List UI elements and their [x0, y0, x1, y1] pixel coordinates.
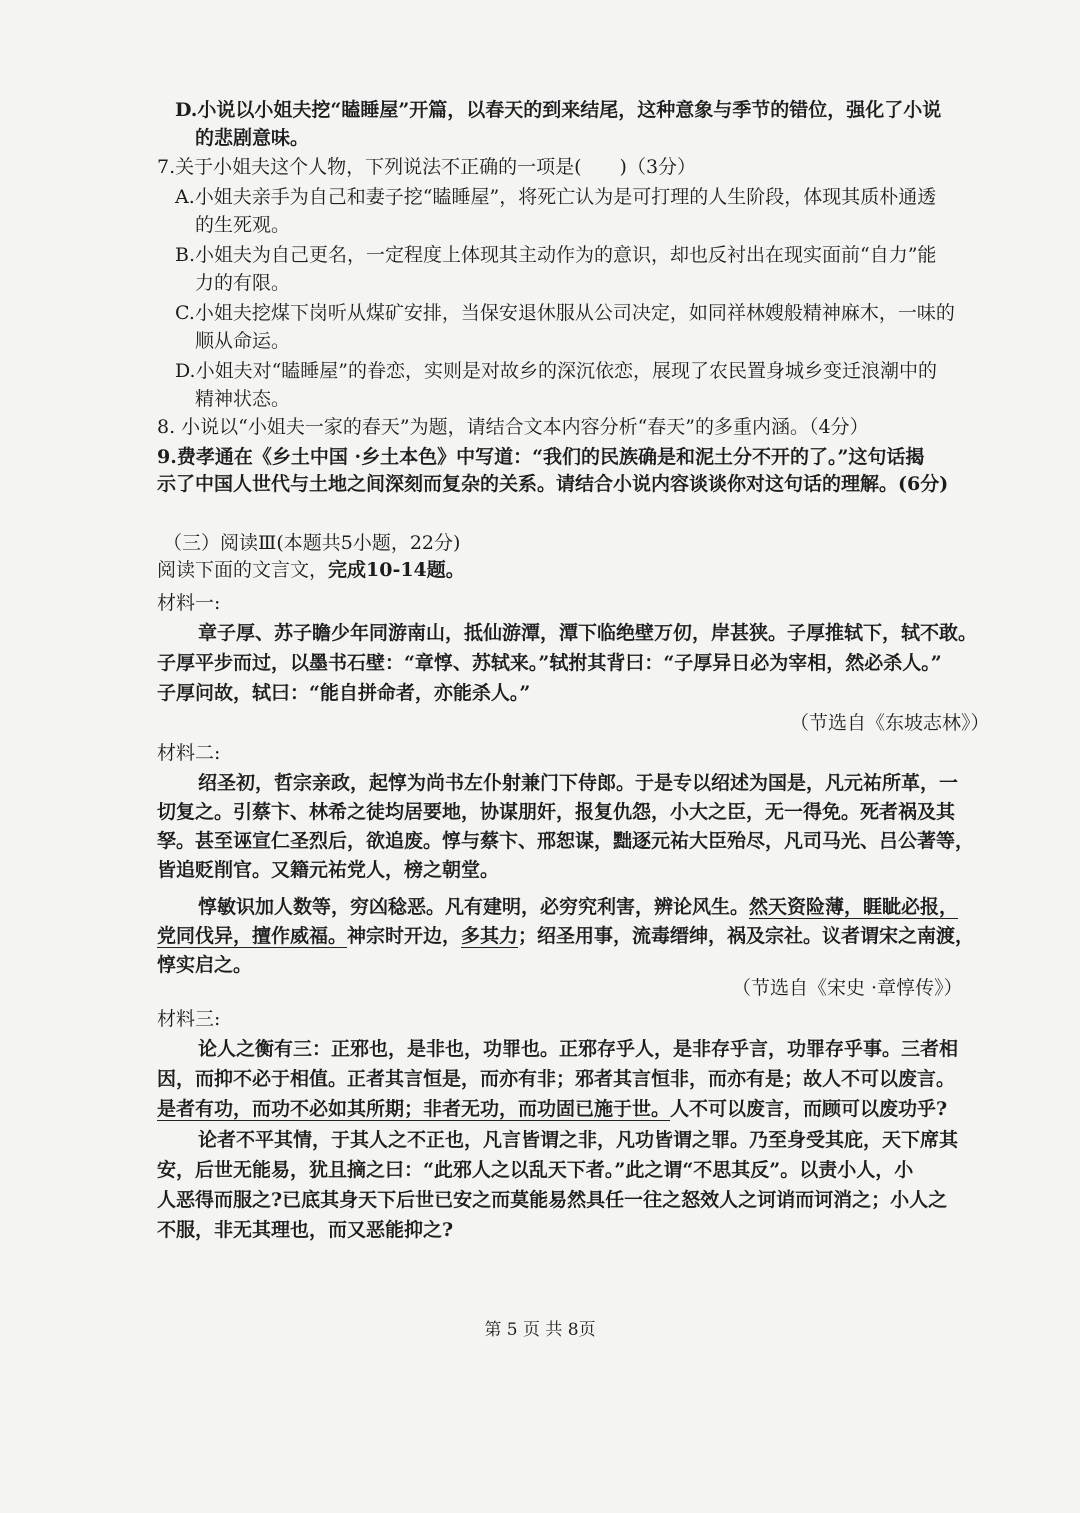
underlined-sentence: 然天资险薄，睚眦必报， [749, 896, 959, 918]
q6-d-line-2: 的悲剧意味。 [195, 127, 310, 149]
p1-text: 人不可以废言，而顾可以废功乎? [670, 1098, 948, 1120]
q9-line-2: 示了中国人世代与土地之间深刻而复杂的关系。请结合小说内容谈谈你对这句话的理解。(6分) [157, 473, 949, 495]
material-2-p1-line-3: 孥。甚至诬宣仁圣烈后，欲追废。惇与蔡卞、邢恕谋，黜逐元祐大臣殆尽，凡司马光、吕公著等， [157, 830, 975, 852]
material-1-source: （节选自《东坡志林》） [790, 712, 990, 734]
material-2-p1-line-2: 切复之。引蔡卞、林希之徒均居要地，协谋朋奸，报复仇怨，小大之臣，无一得免。死者祸及其 [157, 801, 956, 823]
material-2-p2-line-1 [198, 894, 958, 920]
material-1-label: 材料一: [157, 592, 221, 614]
section-3-instruction [157, 557, 465, 583]
p2-text: 神宗时开边， [347, 925, 462, 947]
material-1-line-3: 子厚问故，轼曰：“能自拼命者，亦能杀人。” [157, 682, 531, 704]
material-2-p1-line-4: 皆追贬削官。又籍元祐党人，榜之朝堂。 [157, 859, 500, 881]
q7-c-line-1: C.小姐夫挖煤下岗听从煤矿安排，当保安退休服从公司决定，如同祥林嫂般精神麻木，一味的 [175, 302, 955, 324]
q7-c-line-2: 顺从命运。 [195, 330, 291, 352]
material-3-p1-line-1: 论人之衡有三：正邪也，是非也，功罪也。正邪存乎人，是非存乎言，功罪存乎事。三者相 [198, 1038, 959, 1060]
material-3-p2-line-3: 人恶得而服之?已底其身天下后世已安之而莫能易然具任一往之怒效人之诃诮而诃消之；小人之 [157, 1189, 948, 1211]
material-3-p2-line-2: 安，后世无能易，犹且摘之曰：“此邪人之以乱天下者。”此之谓“不思其反”。以责小人，小 [157, 1159, 914, 1181]
material-1-line-1: 章子厚、苏子瞻少年同游南山，抵仙游潭，潭下临绝壁万仞，岸甚狭。子厚推轼下，轼不敢。 [198, 622, 978, 644]
underlined-sentence: 是者有功，而功不必如其所期；非者无功，而功固已施于世。 [157, 1098, 671, 1120]
instruction-range: 完成10-14题。 [328, 559, 465, 581]
q7-b-line-2: 力的有限。 [195, 272, 291, 294]
material-2-p2-line-3: 惇实启之。 [157, 954, 253, 976]
page-number: 第 5 页 共 8页 [484, 1320, 596, 1340]
material-3-p1-line-3 [157, 1096, 947, 1122]
q9-line-1: 9.费孝通在《乡土中国 ·乡土本色》中写道：“我们的民族确是和泥土分不开的了。”这句话揭 [157, 446, 925, 468]
material-3-p2-line-1: 论者不平其情，于其人之不正也，凡言皆谓之非，凡功皆谓之罪。乃至身受其庇，天下席其 [198, 1129, 959, 1151]
p2-text: 惇敏识加人数等，穷凶稔恶。凡有建明，必穷究利害，辨论风生。 [198, 896, 750, 918]
q6-d-line-1: D.小说以小姐夫挖“瞌睡屋”开篇，以春天的到来结尾，这种意象与季节的错位，强化了小说 [175, 99, 942, 121]
p2-text: ；绍圣用事，流毒缙绅，祸及宗社。议者谓宋之南渡， [518, 925, 975, 947]
section-3-heading: （三）阅读Ⅲ(本题共5小题，22分) [163, 532, 461, 554]
q7-d-line-2: 精神状态。 [195, 388, 291, 410]
material-1-line-2: 子厚平步而过，以墨书石壁：“章惇、苏轼来。”轼拊其背曰：“子厚异日必为宰相，然必杀人。” [157, 652, 942, 674]
q7-a-line-1: A.小姐夫亲手为自己和妻子挖“瞌睡屋”，将死亡认为是可打理的人生阶段，体现其质朴通透 [175, 186, 937, 208]
material-3-p1-line-2: 因，而抑不必于相值。正者其言恒是，而亦有非；邪者其言恒非，而亦有是；故人不可以废言。 [157, 1068, 956, 1090]
material-3-label: 材料三: [157, 1008, 221, 1030]
material-2-p1-line-1: 绍圣初，哲宗亲政，起惇为尚书左仆射兼门下侍郎。于是专以绍述为国是，凡元祐所革，一 [198, 772, 959, 794]
material-2-label: 材料二: [157, 742, 221, 764]
material-2-source: （节选自《宋史 ·章惇传》） [732, 977, 963, 999]
material-3-p2-line-4: 不服，非无其理也，而又恶能抑之? [157, 1219, 454, 1241]
instruction-text: 阅读下面的文言文， [157, 559, 329, 581]
material-2-p2-line-2 [157, 923, 974, 949]
q7-a-line-2: 的生死观。 [195, 214, 291, 236]
underlined-phrase: 多其力 [461, 925, 519, 947]
q8-text: 8. 小说以“小姐夫一家的春天”为题，请结合文本内容分析“春天”的多重内涵。（4分） [157, 416, 869, 438]
q7-d-line-1: D.小姐夫对“瞌睡屋”的眷恋，实则是对故乡的深沉依恋，展现了农民置身城乡变迁浪潮中的 [175, 360, 938, 382]
q7-b-line-1: B.小姐夫为自己更名，一定程度上体现其主动作为的意识，却也反衬出在现实面前“自力”能 [175, 244, 937, 266]
underlined-sentence: 党同伐异，擅作威福。 [157, 925, 348, 947]
q7-stem: 7.关于小姐夫这个人物，下列说法不正确的一项是( )（3分） [157, 156, 697, 178]
